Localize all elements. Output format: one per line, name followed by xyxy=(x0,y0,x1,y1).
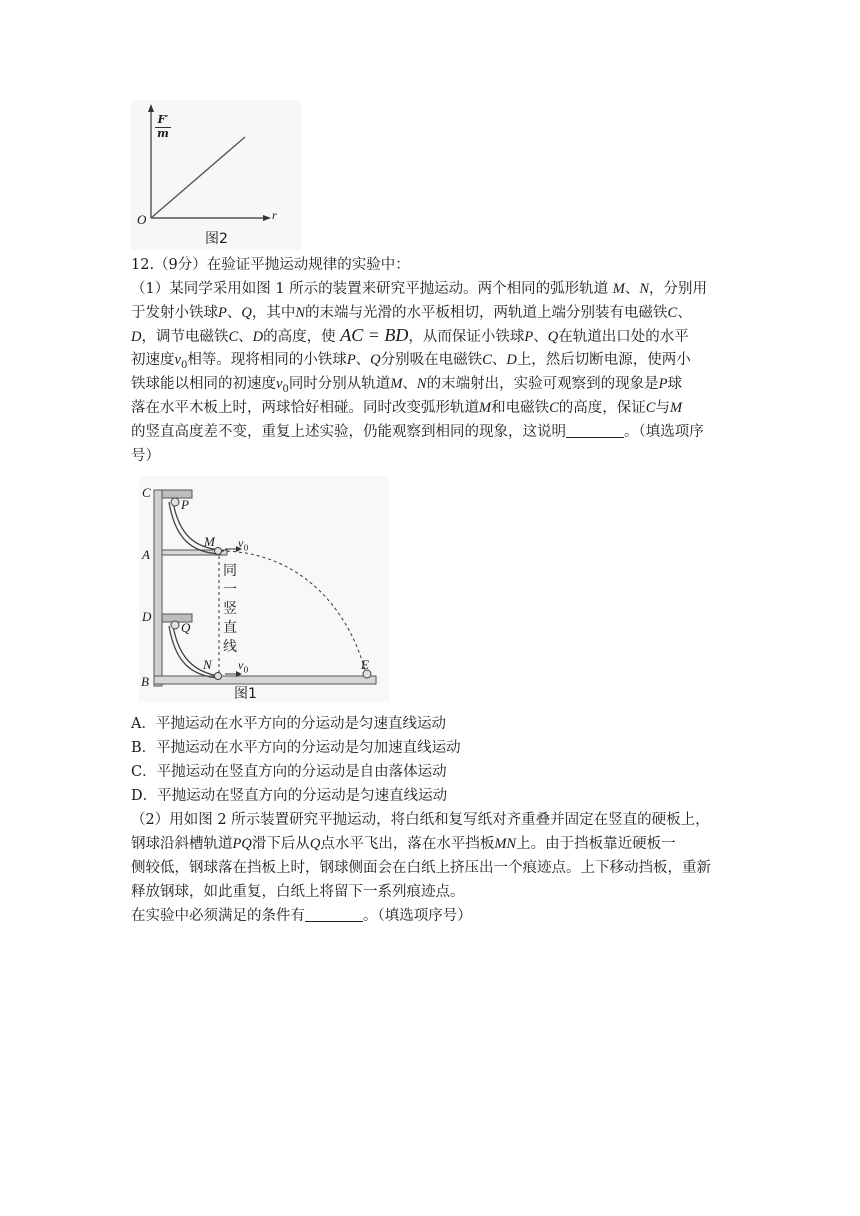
part1-line-5: 铁球能以相同的初速度$v_0$同时分别从轨道M、N的末端射出，实验可观察到的现象是P球 xyxy=(131,376,682,395)
equation-ac-bd: AC = BD xyxy=(340,325,409,345)
question-title: 12.（9分）在验证平抛运动规律的实验中： xyxy=(131,257,410,273)
option-b[interactable]: B．平抛运动在水平方向的分运动是匀加速直线运动 xyxy=(131,740,461,756)
vertical-line-label: 同 一 竖 直 线 xyxy=(223,563,237,655)
answer-blank-2[interactable] xyxy=(305,907,363,922)
option-c[interactable]: C．平抛运动在竖直方向的分运动是自由落体运动 xyxy=(131,764,447,780)
label-q: Q xyxy=(181,620,191,635)
option-d[interactable]: D．平抛运动在竖直方向的分运动是匀速直线运动 xyxy=(131,788,448,804)
ball-m xyxy=(215,548,222,555)
y-label-bottom: m xyxy=(157,127,169,140)
part1-line-7: 的竖直高度差不变，重复上述实验，仍能观察到相同的现象，这说明 。（填选项序 xyxy=(131,424,704,440)
part2-line-3: 侧较低，钢球落在挡板上时，钢球侧面会在白纸上挤压出一个痕迹点。上下移动挡板，重新 xyxy=(131,860,711,876)
part1-line-2: 于发射小铁球P、Q，其中N的末端与光滑的水平板相切，两轨道上端分别装有电磁铁C、 xyxy=(131,305,692,321)
label-c: C xyxy=(142,485,151,500)
part2-line-2: 钢球沿斜槽轨道PQ滑下后从Q点水平飞出，落在水平挡板MN上。由于挡板靠近硬板一 xyxy=(131,836,676,852)
figure-1-caption: 图1 xyxy=(234,686,257,702)
option-a[interactable]: A．平抛运动在水平方向的分运动是匀速直线运动 xyxy=(131,716,446,732)
answer-blank-1[interactable] xyxy=(566,423,624,438)
label-m: M xyxy=(204,534,215,549)
ball-q xyxy=(171,621,179,629)
ball-n xyxy=(215,673,222,680)
label-a: A xyxy=(142,547,150,562)
part1-line-3: D，调节电磁铁C、D的高度，使 AC = BD，从而保证小铁球P、Q在轨道出口处的水平 xyxy=(131,325,689,345)
figure-2-caption: 图2 xyxy=(205,231,228,247)
ball-p xyxy=(171,498,179,506)
part1-line-6: 落在水平木板上时，两球恰好相碰。同时改变弧形轨道M和电磁铁C的高度，保证C与M xyxy=(131,400,683,416)
label-d: D xyxy=(142,609,152,624)
figure-1-apparatus xyxy=(139,476,389,702)
label-e: E xyxy=(361,657,369,672)
figure-2 xyxy=(131,100,301,250)
part2-line-4: 释放钢球，如此重复，白纸上将留下一系列痕迹点。 xyxy=(131,884,465,900)
label-v0-top: $v_0$ xyxy=(238,536,249,553)
y-label-top: F′ xyxy=(157,113,169,126)
part1-line-8: 号） xyxy=(131,448,160,464)
part2-line-5: 在实验中必须满足的条件有 。（填选项序号） xyxy=(131,908,472,924)
part1-line-1: （1）某同学采用如图 1 所示的装置来研究平抛运动。两个相同的弧形轨道 M、N，分别用 xyxy=(131,281,708,297)
part2-line-1: （2）用如图 2 所示装置研究平抛运动，将白纸和复写纸对齐重叠并固定在竖直的硬板上， xyxy=(131,812,710,828)
label-n: N xyxy=(203,657,212,672)
x-label: r xyxy=(272,208,277,222)
figure-1 xyxy=(139,476,389,702)
label-v0-bottom: $v_0$ xyxy=(238,658,249,675)
origin-label: O xyxy=(137,212,147,227)
label-b: B xyxy=(141,674,149,689)
label-p: P xyxy=(181,497,189,512)
part1-line-4: 初速度$v_0$相等。现将相同的小铁球P、Q分别吸在电磁铁C、D上，然后切断电源，使两小 xyxy=(131,352,691,371)
